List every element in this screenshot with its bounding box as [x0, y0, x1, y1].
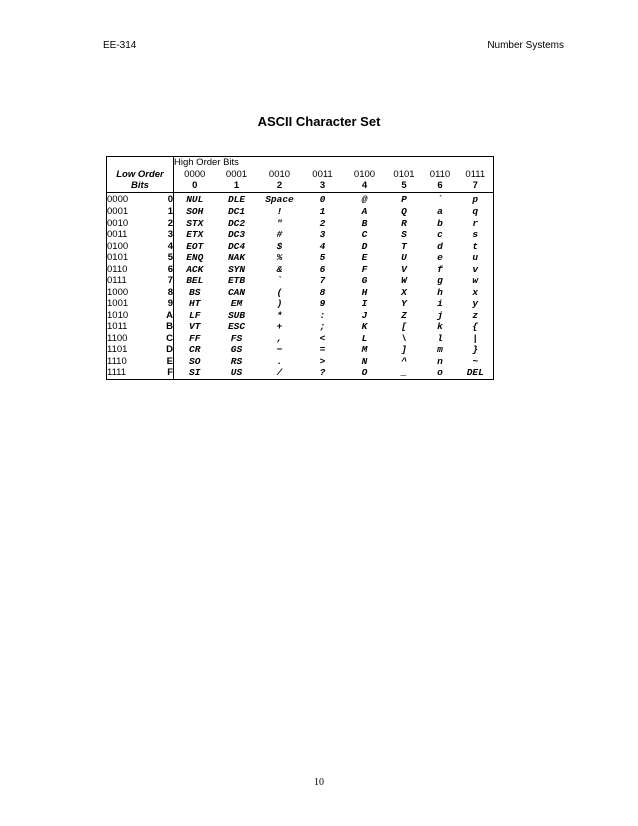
char-cell: DC1	[227, 206, 246, 217]
char-cell: F	[361, 263, 368, 275]
char-cell: P	[401, 193, 407, 205]
char-cell: $	[276, 240, 283, 252]
low-hex-cell: 4	[151, 241, 174, 253]
char-cell: N	[361, 355, 368, 367]
char-cell: 8	[319, 286, 326, 298]
char-cell: "	[276, 217, 283, 229]
char-cell: A	[361, 206, 368, 217]
char-cell: D	[361, 240, 368, 252]
char-cell: 2	[319, 217, 326, 229]
high-hex-2: 2	[258, 180, 302, 192]
low-hex-cell: A	[151, 310, 174, 322]
low-bin-cell: 0110	[107, 263, 128, 275]
char-cell: SUB	[227, 309, 246, 321]
low-bin-cell: 0111	[107, 275, 127, 286]
char-cell: GS	[230, 344, 243, 355]
low-bin-cell: 0011	[107, 229, 128, 240]
char-cell: o	[437, 367, 443, 378]
char-cell: NAK	[227, 252, 246, 263]
corner-cell	[107, 157, 174, 169]
low-bin-cell: 1100	[107, 332, 128, 344]
char-cell: |	[472, 332, 479, 344]
char-cell: LF	[189, 309, 201, 321]
char-cell: .	[276, 355, 283, 367]
char-cell: S	[401, 229, 407, 240]
high-hex-7: 7	[458, 180, 494, 192]
table-row	[107, 192, 494, 206]
table-row	[107, 264, 494, 276]
low-bin-cell: 1101	[107, 344, 128, 355]
char-cell: STX	[186, 217, 204, 229]
low-hex-cell: 9	[151, 298, 174, 310]
char-cell: @	[361, 193, 368, 205]
low-hex-cell: D	[151, 344, 174, 356]
table-row	[107, 333, 494, 345]
char-cell: I	[361, 298, 368, 309]
char-cell: =	[319, 344, 326, 355]
table-row	[107, 287, 494, 299]
low-hex-cell: 6	[151, 264, 174, 276]
low-bin-cell: 1000	[107, 286, 129, 298]
char-cell: g	[437, 275, 443, 286]
table-row	[107, 367, 494, 379]
high-bin-2: 0010	[268, 168, 291, 180]
char-cell: E	[361, 252, 368, 263]
char-cell: Space	[265, 193, 294, 205]
low-hex-cell: 1	[151, 206, 174, 218]
char-cell: DC3	[227, 229, 246, 240]
char-cell: 9	[319, 298, 326, 309]
table-row	[107, 252, 494, 264]
page-number: 10	[314, 777, 324, 788]
low-hex-cell: F	[151, 367, 174, 379]
char-cell: NUL	[186, 193, 204, 205]
low-bin-cell: 1111	[107, 367, 127, 378]
high-order-label-row	[107, 157, 494, 169]
char-cell: 7	[319, 275, 326, 286]
char-cell: 3	[319, 229, 326, 240]
table-row	[107, 356, 494, 368]
char-cell: H	[361, 286, 368, 298]
char-cell: %	[276, 252, 283, 263]
low-order-bits-label: Bits	[107, 180, 174, 192]
char-cell: EOT	[186, 240, 204, 252]
char-cell: EM	[230, 298, 243, 309]
char-cell: l	[437, 332, 443, 344]
header-section: Number Systems	[487, 40, 564, 51]
char-cell: CR	[189, 344, 201, 355]
char-cell: ?	[319, 367, 326, 378]
high-hex-0: 0	[174, 180, 216, 192]
char-cell: BS	[189, 286, 201, 298]
table-row	[107, 310, 494, 322]
char-cell: ;	[319, 321, 326, 332]
high-bin-4: 0100	[353, 168, 376, 180]
char-cell: v	[472, 263, 479, 275]
char-cell: Y	[401, 298, 407, 309]
char-cell: t	[472, 240, 479, 252]
low-hex-cell: 0	[151, 192, 174, 206]
char-cell: R	[401, 217, 407, 229]
low-bin-cell: 1110	[107, 355, 127, 367]
char-cell: ENQ	[186, 252, 204, 263]
char-cell: X	[401, 286, 407, 298]
table-row	[107, 298, 494, 310]
char-cell: b	[437, 217, 443, 229]
page-title: ASCII Character Set	[257, 114, 381, 129]
char-cell: ^	[401, 355, 407, 367]
char-cell: FS	[230, 332, 243, 344]
low-bin-cell: 0010	[107, 217, 129, 229]
char-cell: :	[319, 309, 326, 321]
char-cell: W	[401, 275, 407, 286]
char-cell: M	[361, 344, 368, 355]
char-cell: d	[437, 240, 443, 252]
char-cell: *	[276, 309, 283, 321]
char-cell: RS	[230, 355, 243, 367]
high-bin-5: 0101	[393, 168, 415, 180]
char-cell: SI	[189, 367, 201, 378]
low-bin-cell: 1011	[107, 321, 128, 332]
char-cell: HT	[189, 298, 201, 309]
table-row	[107, 275, 494, 287]
char-cell: e	[437, 252, 443, 263]
table-row	[107, 321, 494, 333]
high-hex-5: 5	[386, 180, 423, 192]
low-bin-cell: 0000	[107, 193, 129, 205]
char-cell: SO	[189, 355, 201, 367]
high-order-binary-row	[107, 169, 494, 181]
char-cell: ETX	[186, 229, 204, 240]
char-cell: c	[437, 229, 443, 240]
char-cell: >	[319, 355, 326, 367]
char-cell: m	[437, 344, 443, 355]
char-cell: j	[437, 309, 443, 321]
char-cell: s	[472, 229, 479, 240]
low-hex-cell: 8	[151, 287, 174, 299]
char-cell: #	[276, 229, 283, 240]
high-hex-4: 4	[344, 180, 386, 192]
char-cell: (	[276, 286, 283, 298]
char-cell: V	[401, 263, 407, 275]
char-cell: G	[361, 275, 368, 286]
char-cell: Z	[401, 309, 407, 321]
high-bin-0: 0000	[184, 168, 206, 180]
char-cell: ,	[276, 332, 283, 344]
low-bin-cell: 0101	[107, 252, 129, 263]
high-hex-3: 3	[302, 180, 344, 192]
high-bin-3: 0011	[312, 168, 333, 180]
char-cell: BEL	[186, 275, 204, 286]
char-cell: 6	[319, 263, 326, 275]
ascii-table-body	[107, 157, 494, 380]
low-hex-cell: 5	[151, 252, 174, 264]
table-row	[107, 241, 494, 253]
char-cell: y	[472, 298, 479, 309]
char-cell: SYN	[227, 263, 246, 275]
header-course: EE-314	[103, 40, 137, 51]
char-cell: {	[472, 321, 479, 332]
table-row	[107, 229, 494, 241]
char-cell: Q	[401, 206, 407, 217]
char-cell: K	[361, 321, 368, 332]
char-cell: !	[276, 206, 283, 217]
char-cell: x	[472, 286, 479, 298]
low-bin-cell: 0001	[107, 206, 129, 217]
char-cell: DLE	[227, 193, 246, 205]
low-hex-cell: B	[151, 321, 174, 333]
char-cell: 1	[319, 206, 326, 217]
char-cell: +	[276, 321, 283, 332]
char-cell: CAN	[227, 286, 246, 298]
char-cell: r	[472, 217, 479, 229]
char-cell: ESC	[227, 321, 246, 332]
char-cell: DC2	[227, 217, 246, 229]
char-cell: <	[319, 332, 326, 344]
char-cell: J	[361, 309, 368, 321]
low-bin-cell: 0100	[107, 240, 129, 252]
char-cell: T	[401, 240, 407, 252]
low-hex-cell: 2	[151, 218, 174, 230]
char-cell: p	[472, 193, 479, 205]
char-cell: 5	[319, 252, 326, 263]
char-cell: 0	[319, 193, 326, 205]
char-cell: O	[361, 367, 368, 378]
char-cell: ETB	[227, 275, 246, 286]
char-cell: a	[437, 206, 443, 217]
char-cell: \	[401, 332, 407, 344]
char-cell: `	[276, 275, 283, 286]
high-hex-1: 1	[216, 180, 258, 192]
high-bin-1: 0001	[225, 168, 248, 180]
low-hex-cell: C	[151, 333, 174, 345]
char-cell: 4	[319, 240, 326, 252]
char-cell: f	[437, 263, 443, 275]
char-cell: h	[437, 286, 443, 298]
high-bin-6: 0110	[429, 168, 451, 180]
low-hex-cell: 3	[151, 229, 174, 241]
char-cell: &	[276, 263, 283, 275]
high-order-hex-row	[107, 180, 494, 192]
char-cell: z	[472, 309, 479, 321]
char-cell: US	[230, 367, 243, 378]
table-row	[107, 218, 494, 230]
table-row	[107, 206, 494, 218]
char-cell: ~	[472, 355, 479, 367]
table-row	[107, 344, 494, 356]
char-cell: `	[437, 193, 443, 205]
char-cell: }	[472, 344, 479, 355]
char-cell: k	[437, 321, 443, 332]
high-bin-7: 0111	[465, 168, 486, 180]
char-cell: B	[361, 217, 368, 229]
low-hex-cell: E	[151, 356, 174, 368]
char-cell: DC4	[227, 240, 246, 252]
char-cell: ]	[401, 344, 407, 355]
low-hex-cell: 7	[151, 275, 174, 287]
char-cell: −	[276, 344, 283, 355]
char-cell: SOH	[186, 206, 204, 217]
char-cell: u	[472, 252, 479, 263]
ascii-table	[106, 156, 494, 380]
low-bin-cell: 1001	[107, 298, 129, 309]
char-cell: [	[401, 321, 407, 332]
char-cell: n	[437, 355, 443, 367]
high-hex-6: 6	[423, 180, 458, 192]
char-cell: )	[276, 298, 283, 309]
char-cell: i	[437, 298, 443, 309]
char-cell: C	[361, 229, 368, 240]
char-cell: q	[472, 206, 479, 217]
char-cell: L	[361, 332, 368, 344]
char-cell: /	[276, 367, 283, 378]
char-cell: DEL	[466, 367, 484, 378]
char-cell: _	[401, 367, 407, 378]
low-order-label: Low Order	[107, 169, 174, 181]
char-cell: FF	[189, 332, 201, 344]
char-cell: ACK	[186, 263, 204, 275]
high-order-label: High Order Bits	[174, 157, 239, 168]
low-bin-cell: 1010	[107, 309, 129, 321]
char-cell: U	[401, 252, 407, 263]
char-cell: VT	[189, 321, 201, 332]
char-cell: w	[472, 275, 479, 286]
